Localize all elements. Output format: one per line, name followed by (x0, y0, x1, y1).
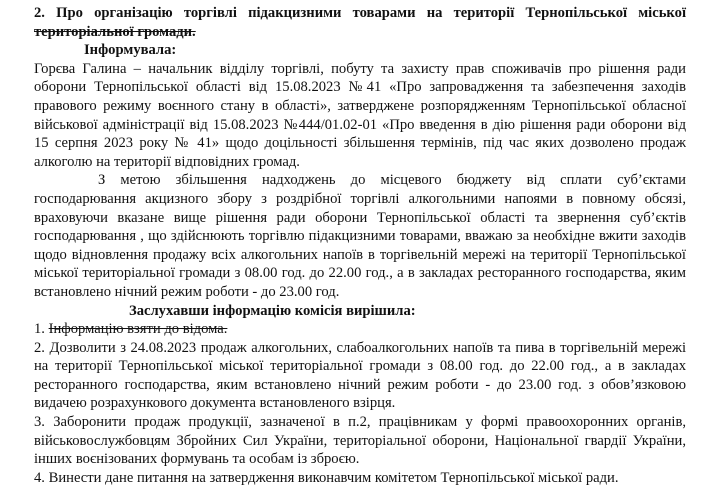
section-number: 2. (34, 5, 45, 21)
decision-item-2 (34, 339, 686, 413)
informed-paragraph: Горєва Галина – начальник відділу торгівлі, побуту та захисту прав споживачів про рішення ради оборони Тернопільської області від 15.08.2023 №41 «Про запровадження та забезпечення заходів правового режиму воєнного стану в області», затверджене розпорядженням Тернопільської обласної військової адміністрації від 15.08.2023 №444/01.02-01 «Про введення в дію рішення ради оборони від 15 серпня 2023 року № 41» щодо доцільності збільшення термінів, під час яких дозволено продаж алкоголю на території відповідних громад. (34, 60, 686, 170)
decision-item-number: 1. (34, 321, 45, 338)
decision-item-1 (34, 320, 686, 339)
decision-item-4 (34, 469, 686, 487)
decision-item-text: Винести дане питання на затвердження виконавчим комітетом Тернопільської міської ради. (48, 469, 619, 486)
decision-item-3 (34, 413, 686, 469)
decision-item-number: 2. (34, 339, 45, 356)
decision-label: Заслухавши інформацію комісія вирішила: (129, 302, 416, 319)
decision-item-text: Заборонити продаж продукції, зазначеної в п.2, працівникам у формі правоохоронних органів, військовослужбовцям Збройних Сил України, територіальної оборони, Національної гвардії України, інших воєнізованих формувань та особам із зброєю. (34, 414, 687, 468)
informed-label: Інформувала: (84, 42, 177, 59)
section-title: Про організацію торгівлі підакцизними товарами на території Тернопільської міської (56, 5, 686, 21)
decision-item-text: Інформацію взяти до відома. (48, 321, 228, 338)
decision-item-text: Дозволити з 24.08.2023 продаж алкогольних, слабоалкогольних напоїв та пива в торгівельній мережі на території Тернопільської міської територіальної громади з 08.00 год. до 22.00 год., а в закладах ресторанного господарства, яким встановлено нічний режим роботи - до 23.00 год. з обов’язковою видачею розрахункового документа встановленого взірця. (34, 339, 686, 412)
document-page (34, 4, 686, 487)
decision-item-number: 4. (34, 469, 45, 486)
section-title-struck: територіальної громади. (34, 23, 196, 40)
reasoning-paragraph: З метою збільшення надходжень до місцевого бюджету від сплати суб’єктами господарювання акцизного збору з роздрібної торгівлі алкогольними напоями в повному обсязі, враховуючи вказане вище рішення ради оборони Тернопільської області та звернення суб’єктів господарювання , що здійснюють торгівлю підакцизними товарами, вважаю за необхідне вжити заходів щодо відновлення продажу всіх алкогольних напоїв в торгівельній мережі на території Тернопільської міської територіальної громади з 08.00 год. до 22.00 год., а в закладах ресторанного господарства, яким встановлено нічний режим роботи - до 23.00 год. (34, 172, 686, 300)
section-heading (34, 4, 686, 41)
decision-item-number: 3. (34, 414, 45, 431)
